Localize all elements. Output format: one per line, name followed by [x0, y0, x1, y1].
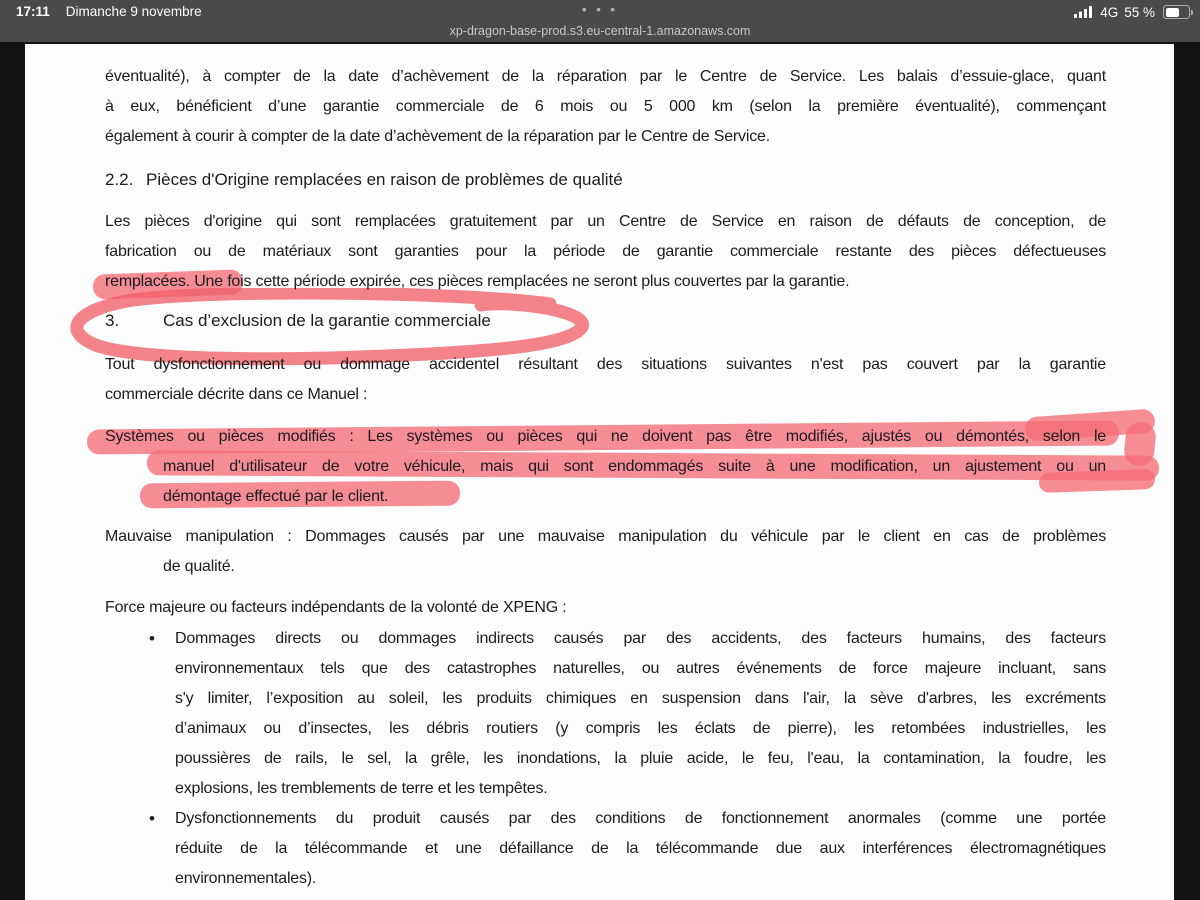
paragraph-mishandling	[105, 522, 1106, 582]
paragraph-warranty-start	[105, 62, 1106, 152]
document-scroll-area[interactable]	[0, 42, 1200, 900]
url-bar[interactable]: xp-dragon-base-prod.s3.eu-central-1.amazonaws.com	[449, 24, 751, 38]
text-line: d’animaux ou d’insectes, les débris routiers (y compris les éclats de pierre), les retombées industrielles, les	[175, 720, 1106, 737]
text-line: commerciale décrite dans ce Manuel :	[105, 386, 368, 403]
paragraph-modified-systems	[105, 422, 1106, 512]
bullet-malfunctions	[105, 804, 1106, 894]
section-heading-3	[105, 306, 1106, 336]
text-line: réduite de la télécommande et une défaillance de la télécommande due aux interférences électromagnétiques	[175, 840, 1106, 857]
bullet-icon: •	[149, 629, 155, 648]
bullet-damages	[105, 624, 1106, 804]
section-heading-2-2	[105, 165, 1106, 195]
cellular-signal-icon	[1074, 6, 1094, 18]
text-layer	[25, 44, 1174, 900]
pdf-page	[25, 44, 1174, 900]
text-line: fabrication ou de matériaux sont garanties pour la période de garantie commerciale restante des pièces défectueuses	[105, 243, 1106, 260]
heading-number: 2.2.	[105, 170, 134, 189]
text-line: remplacées. Une fois cette période expirée, ces pièces remplacées ne seront plus couvertes par la garantie.	[105, 273, 850, 290]
text-line: Tout dysfonctionnement ou dommage accidentel résultant des situations suivantes n'est pas couvert par la garantie	[105, 356, 1106, 373]
network-type: 4G	[1100, 4, 1119, 20]
text-line: Dommages directs ou dommages indirects causés par des accidents, des facteurs humains, des facteurs	[175, 630, 1106, 647]
battery-icon	[1163, 5, 1190, 19]
text-line: à eux, bénéficient d’une garantie commerciale de 6 mois ou 5 000 km (selon la première éventualité), commençant	[105, 98, 1106, 115]
battery-percent: 55 %	[1124, 4, 1155, 20]
text-line: également à courir à compter de la date d’achèvement de la réparation par le Centre de Service.	[105, 128, 770, 145]
status-bar	[0, 0, 1200, 42]
heading-title: Pièces d'Origine remplacées en raison de problèmes de qualité	[146, 170, 623, 189]
paragraph-force-majeure	[105, 593, 1106, 623]
text-line: Mauvaise manipulation : Dommages causés par une mauvaise manipulation du véhicule par le client en cas de problèmes	[105, 528, 1106, 545]
heading-number: 3.	[105, 311, 120, 330]
paragraph-origin-parts	[105, 207, 1106, 297]
date: Dimanche 9 novembre	[65, 3, 202, 19]
text-line: explosions, les tremblements de terre et les tempêtes.	[175, 780, 548, 797]
text-line: Les pièces d'origine qui sont remplacées gratuitement par un Centre de Service en raison de défauts de conception, de	[105, 213, 1106, 230]
text-line: éventualité), à compter de la date d’achèvement de la réparation par le Centre de Service. Les balais d’essuie-glace, quant	[105, 68, 1106, 85]
text-line: de qualité.	[163, 558, 235, 575]
text-line: Systèmes ou pièces modifiés : Les systèmes ou pièces qui ne doivent pas être modifiés, ajustés ou démontés, selon le	[105, 428, 1106, 445]
text-line: Force majeure ou facteurs indépendants de la volonté de XPENG :	[105, 599, 567, 616]
heading-title: Cas d’exclusion de la garantie commerciale	[163, 311, 491, 330]
text-line: environnementales).	[175, 870, 317, 887]
text-line: s'y limiter, l’exposition au soleil, les produits chimiques en suspension dans l'air, la sève d'arbres, les excréments	[175, 690, 1106, 707]
multitasking-dots-icon[interactable]: • • •	[582, 2, 618, 17]
text-line: manuel d'utilisateur de votre véhicule, mais qui sont endommagés suite à une modification, un ajustement ou un	[163, 458, 1106, 475]
bullet-icon: •	[149, 809, 155, 828]
text-line: démontage effectué par le client.	[163, 488, 389, 505]
text-line: poussières de rails, le sel, la grêle, les inondations, la pluie acide, le feu, l'eau, la contamination, la foudre, les	[175, 750, 1106, 767]
text-line: Dysfonctionnements du produit causés par des conditions de fonctionnement anormales (comme une portée	[175, 810, 1106, 827]
paragraph-exclusion-intro	[105, 350, 1106, 410]
clock: 17:11	[16, 3, 50, 19]
text-line: environnementaux tels que des catastrophes naturelles, ou autres événements de force majeure incluant, sans	[175, 660, 1106, 677]
